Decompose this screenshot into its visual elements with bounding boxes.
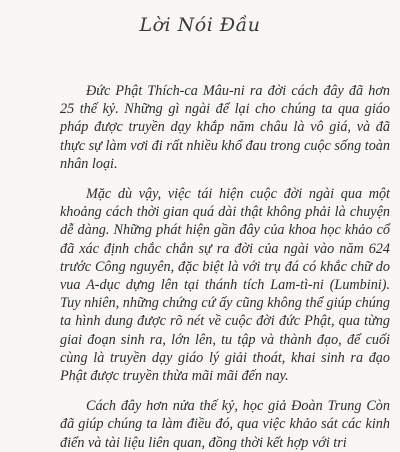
page-title: Lời Nói Đầu [139, 14, 261, 36]
paragraph-2: Mặc dù vậy, việc tái hiện cuộc đời ngài qua một khoảng cách thời gian quá dài thật không phải là chuyện dễ dàng. Những phát hiện gần đây của khoa học khảo cổ đã xác định chắc chắn sự ra đời của ngài vào năm 624 trước Công nguyên, đặc biệt là với trụ đá có khắc chữ do vua A-dục dựng lên tại thánh tích Lam-tì-ni (Lumbini). Tuy nhiên, những chứng cứ ấy cũng không thể giúp chúng ta hình dung được rõ nét về cuộc đời đức Phật, qua từng giai đoạn sinh ra, lớn lên, tu tập và thành đạo, để cuối cùng là truyền dạy giáo lý giải thoát, khai sinh ra đạo Phật được truyền thừa mãi mãi đến nay. [60, 186, 390, 385]
body-text [60, 82, 390, 452]
paragraph-3: Cách đây hơn nửa thế kỷ, học giả Đoàn Trung Còn đã giúp chúng ta làm điều đó, qua việc khảo sát các kinh điển và tài liệu liên quan, đồng thời kết hợp với tri [60, 398, 390, 451]
paragraph-1: Đức Phật Thích-ca Mâu-ni ra đời cách đây đã hơn 25 thế kỷ. Những gì ngài để lại cho chúng ta qua giáo pháp được truyền dạy khắp năm châu là vô giá, và đã thực sự làm vơi đi rất nhiều khổ đau trong cuộc sống toàn nhân loại. [60, 83, 390, 172]
